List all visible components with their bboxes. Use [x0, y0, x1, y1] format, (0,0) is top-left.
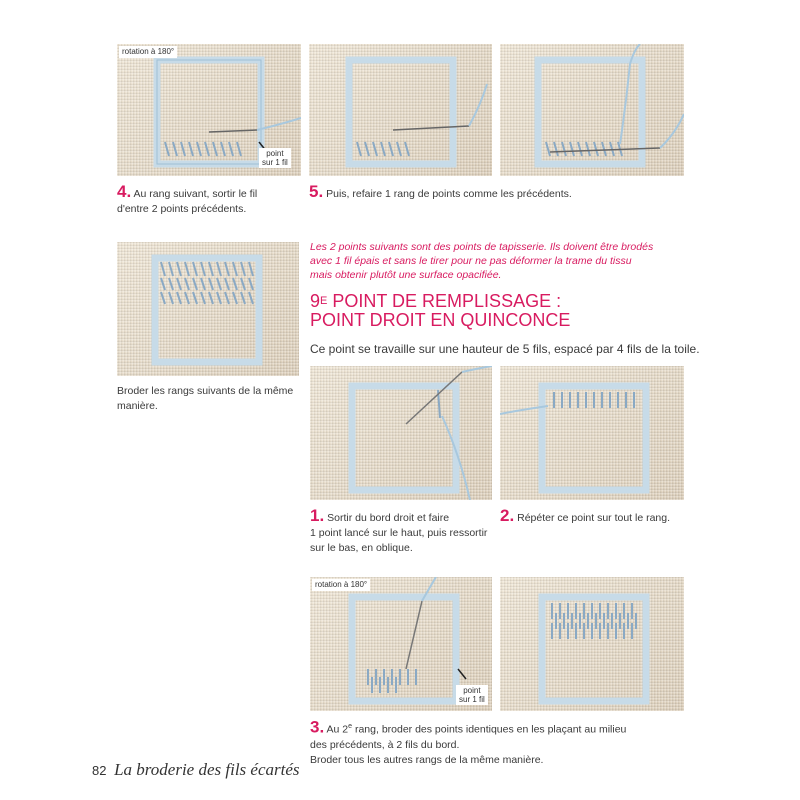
embroidery-square-illustration — [117, 242, 299, 376]
photo-step-4 — [117, 44, 301, 176]
photo-step-1 — [310, 366, 492, 500]
photo-step-3a — [310, 577, 492, 711]
caption-step-1: 1. Sortir du bord droit et faire 1 point lancé sur le haut, puis ressortir sur le bas, en oblique. — [310, 506, 488, 554]
embroidery-square-illustration — [310, 366, 492, 500]
point-note: point sur 1 fil — [456, 685, 488, 705]
photo-step-3b — [500, 577, 684, 711]
caption-step-5: 5. Puis, refaire 1 rang de points comme les précédents. — [309, 182, 572, 201]
step-number: 4. — [117, 182, 132, 201]
intro-note: Les 2 points suivants sont des points de tapisserie. Ils doivent être brodés avec 1 fil épais et sans le tirer pour ne pas déformer la trame du tissu mais obtenir plutôt une surface opacifiée. — [310, 241, 654, 281]
page-number: 82 — [92, 763, 107, 778]
section-description: Ce point se travaille sur une hauteur de 5 fils, espacé par 4 fils de la toile. — [310, 342, 700, 356]
embroidery-square-illustration — [500, 577, 684, 711]
embroidery-square-illustration — [500, 44, 684, 176]
point-note: point sur 1 fil — [259, 148, 291, 168]
step-number: 2. — [500, 506, 515, 525]
book-title: La broderie des fils écartés — [114, 760, 300, 779]
caption-step-2: 2. Répéter ce point sur tout le rang. — [500, 506, 671, 525]
photo-step-5a — [309, 44, 492, 176]
photo-step-5b — [500, 44, 684, 176]
rotation-tag: rotation à 180° — [312, 579, 370, 591]
page-footer — [92, 760, 300, 780]
step-number: 5. — [309, 182, 324, 201]
rotation-tag: rotation à 180° — [119, 46, 177, 58]
section-heading: $9^E$ POINT DE REMPLISSAGE : POINT DROIT EN QUINCONCE — [310, 291, 571, 330]
caption-step-3: 3. Au 2e rang, broder des points identiques en les plaçant au milieu des précédents, à 2 fils du bord. Broder tous les autres rangs de la même manière. — [310, 717, 627, 766]
caption-step-4: 4. Au rang suivant, sortir le fil d'entre 2 points précédents. — [117, 182, 258, 215]
photo-step-2 — [500, 366, 684, 500]
caption-left-column: Broder les rangs suivants de la même manière. — [117, 385, 294, 412]
needle-icon — [393, 126, 469, 130]
embroidery-square-illustration — [309, 44, 492, 176]
step-number: 1. — [310, 506, 325, 525]
needle-icon — [209, 130, 257, 132]
photo-finished-rows — [117, 242, 299, 376]
step-number: 3. — [310, 717, 325, 737]
embroidery-square-illustration — [500, 366, 684, 500]
needle-icon — [406, 601, 422, 669]
